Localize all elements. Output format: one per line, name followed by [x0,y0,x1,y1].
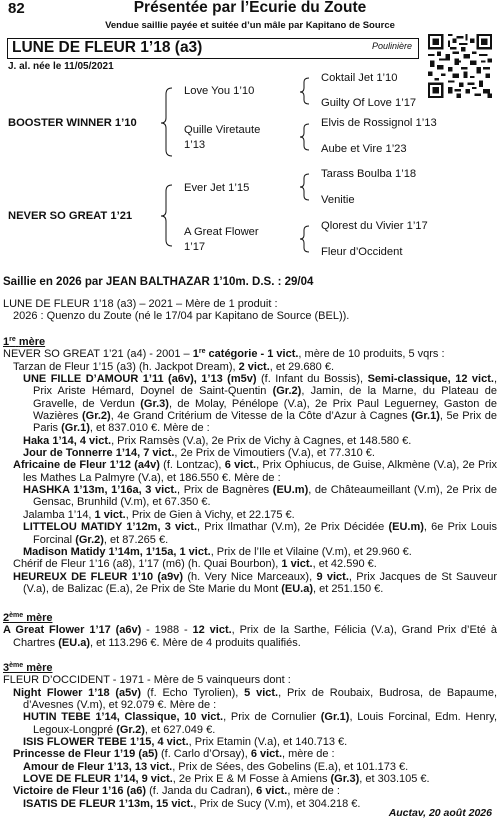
mere3-block [3,662,497,810]
pedigree-gen3: Aube et Vire 1’23 [321,143,407,155]
horse-birth: J. al. née le 11/05/2021 [8,61,114,72]
footer: Auctav, 20 août 2026 [388,807,492,819]
dam-line: FLEUR D’OCCIDENT - 1971 - Mère de 5 vainqueurs dont : [3,674,291,687]
produce-entry: ISATIS DE FLEUR 1’13m, 15 vict., Prix de Sucy (V.m), et 304.218 €. [23,797,361,810]
produce-entry: UNE FILLE D’AMOUR 1’11 (a6v), 1’13 (m5v) (f. Infant du Bossis), Semi-classique, 12 vict., Prix Ariste Hémard, Doynel de Saint-Quentin (Gr.2), Jamin, de la Marne, du Plateau de Gravelle, de Verdun (Gr.3), de Molay, Pénélope (V.a), 2e Prix Paul Leguerney, Gaston de Wazières (Gr.2), 4e Grand Critérium de Vitesse de la Côte d’Azur à Cagnes (Gr.1), 5e Prix de Paris (Gr.1), et 837.010 €. Mère de : [23,373,497,435]
produce-entry: Jour de Tonnerre 1’14, 7 vict., 2e Prix de Vimoutiers (V.a), et 77.310 €. [23,447,375,460]
produce-entry: Tarzan de Fleur 1’15 (a3) (h. Jackpot Dream), 2 vict., et 29.680 €. [13,360,334,373]
pedigree-gen2: 1’13 [184,139,206,151]
produce-entry: Haka 1’14, 4 vict., Prix Ramsès (V.a), 2e Prix de Vichy à Cagnes, et 148.580 €. [23,434,412,447]
pedigree-brackets [0,70,500,270]
produce-entry: LOVE DE FLEUR 1’14, 9 vict., 2e Prix E & M Fosse à Amiens (Gr.3), et 303.105 €. [23,773,430,786]
produce-entry: HEUREUX DE FLEUR 1’10 (a9v) (h. Very Nice Marceaux), 9 vict., Prix Jacques de St Sauveur (V.a), de Balizac (E.a), 2e Prix de Ste Marie du Mont (EU.a), et 251.150 €. [13,570,497,595]
pedigree-gen3: Guilty Of Love 1’17 [321,97,417,109]
page-subtitle: Vendue saillie payée et suitée d’un mâle par Kapitano de Source [105,20,395,31]
produce-entry: Princesse de Fleur 1’19 (a5) (f. Carlo d’Orsay), 6 vict., mère de : [13,748,335,761]
section-title-mere2: 2ème mère [3,612,53,624]
section-title-mere1: 1re mère [3,336,46,348]
mere1-block [3,336,497,595]
lot-number: 82 [8,0,25,17]
saillie-line: Saillie en 2026 par JEAN BALTHAZAR 1’10m. D.S. : 29/04 [3,276,314,288]
pedigree-gen3: Tarass Boulba 1’18 [321,168,417,180]
produce-entry: Jalamba 1’14, 1 vict., Prix de Gien à Vichy, et 22.175 €. [23,508,295,521]
pedigree-gen3: Elvis de Rossignol 1’13 [321,117,437,129]
pedigree-gen2: Love You 1’10 [184,85,255,97]
page-title: Présentée par l’Ecurie du Zoute [133,0,367,16]
produce-line: 2026 : Quenzo du Zoute (né le 17/04 par Kapitano de Source (BEL)). [13,310,350,323]
pedigree-dam: NEVER SO GREAT 1’21 [8,210,133,222]
pedigree-gen2: Quille Viretaute [184,124,261,136]
produce-block [3,298,497,323]
pedigree-gen2: Ever Jet 1’15 [184,182,250,194]
dam-line: A Great Flower 1’17 (a6v) - 1988 - 12 vict., Prix de la Sarthe, Félicia (V.a), Grand Prix d’Eté à Chartres (EU.a), et 113.296 €. Mère de 4 produits qualifiés. [3,624,497,649]
produce-entry: Madison Matidy 1’14m, 1’15a, 1 vict., Prix de l’Ile et Vilaine (V.m), et 29.960 €. [23,545,412,558]
produce-entry: LITTELOU MATIDY 1’12m, 3 vict., Prix Ilmathar (V.m), 2e Prix Décidée (EU.m), 6e Prix Louis Forcinal (Gr.2), et 87.265 €. [23,521,497,546]
pedigree-sire: BOOSTER WINNER 1’10 [8,117,137,129]
produce-entry: Night Flower 1’18 (a5v) (f. Echo Tyrolien), 5 vict., Prix de Roubaix, Budrosa, de Bapaume, d’Avesnes (V.m), et 92.079 €. Mère de : [13,686,497,712]
pedigree-gen2: A Great Flower [184,226,259,238]
produce-entry: Amour de Fleur 1’13, 13 vict., Prix de Sées, des Gobelins (E.a), et 101.173 €. [23,760,409,773]
horse-name: LUNE DE FLEUR 1’18 (a3) [12,39,203,56]
produce-entry: Africaine de Fleur 1’12 (a4v) (f. Lontzac), 6 vict., Prix Ophiucus, de Guise, Alkmène (V.a), 2e Prix les Mathes La Palmyre (V.a), et 186.550 €. Mère de : [13,459,497,484]
pedigree-gen3: Venitie [321,194,355,206]
pedigree-gen3: Fleur d’Occident [321,246,403,258]
produce-entry: ISIS FLOWER TEBE 1’15, 4 vict., Prix Etamin (V.a), et 140.713 €. [23,736,348,749]
mere2-block [3,612,497,649]
pedigree-gen2: 1’17 [184,241,206,253]
section-title-mere3: 3ème mère [3,662,53,674]
horse-status: Poulinière [371,41,412,51]
dam-line: NEVER SO GREAT 1’21 (a4) - 2001 – 1re catégorie - 1 vict., mère de 10 produits, 5 vqrs : [3,348,445,361]
pedigree-gen3: Qlorest du Vivier 1’17 [321,220,428,232]
produce-entry: Victoire de Fleur 1’16 (a6) (f. Janda du Cadran), 6 vict., mère de : [13,785,340,798]
pedigree-gen3: Coktail Jet 1’10 [321,72,398,84]
produce-entry: HASHKA 1’13m, 1’16a, 3 vict., Prix de Bagnères (EU.m), de Châteaumeillant (V.m), 2e Prix de Gensac, Brunhild (V.m), et 67.350 €. [23,484,498,509]
produce-line: LUNE DE FLEUR 1’18 (a3) – 2021 – Mère de 1 produit : [3,298,278,310]
produce-entry: HUTIN TEBE 1’14, Classique, 10 vict., Prix de Cornulier (Gr.1), Louis Forcinal, Edm. Henry, Legoux-Longpré (Gr.2), et 627.049 €. [23,711,498,736]
produce-entry: Chérif de Fleur 1’16 (a8), 1’17 (m6) (h. Quai Bourbon), 1 vict., et 42.590 €. [13,558,377,571]
